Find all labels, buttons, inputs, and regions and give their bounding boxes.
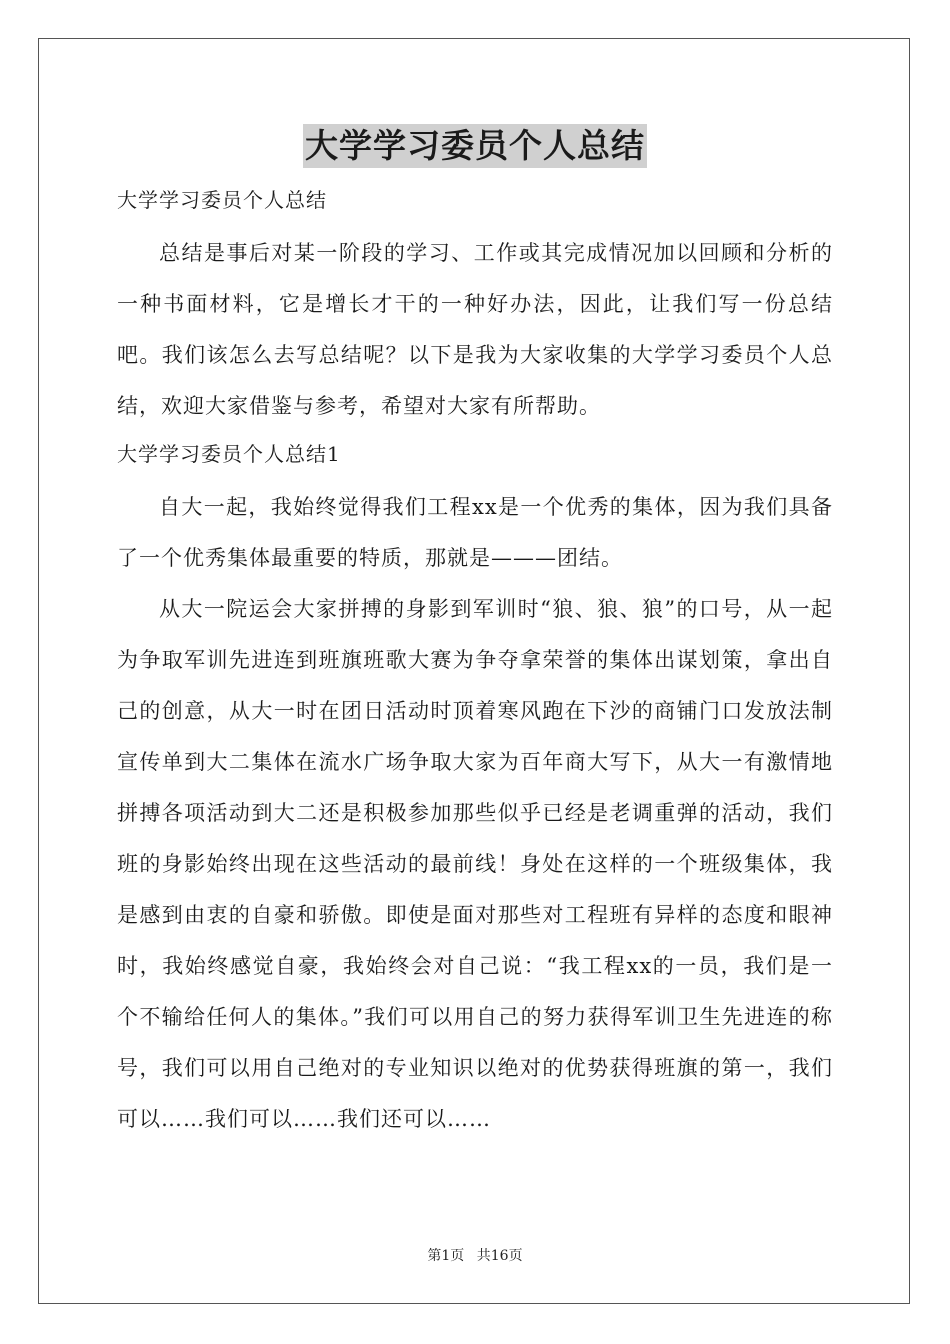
page-total: 共16页: [476, 1248, 523, 1264]
body-paragraph: 自大一起，我始终觉得我们工程xx是一个优秀的集体，因为我们具备了一个优秀集体最重要的特质，那就是———团结。: [117, 495, 833, 570]
document-body: [117, 178, 833, 1145]
document-title: 大学学习委员个人总结: [303, 124, 647, 168]
page-footer: [0, 1245, 950, 1265]
title-container: [0, 124, 950, 168]
intro-paragraph: 总结是事后对某一阶段的学习、工作或其完成情况加以回顾和分析的一种书面材料，它是增长才干的一种好办法，因此，让我们写一份总结吧。我们该怎么去写总结呢？以下是我为大家收集的大学学习委员个人总结，欢迎大家借鉴与参考，希望对大家有所帮助。: [117, 241, 833, 418]
page-number: 第1页: [427, 1248, 465, 1264]
document-subtitle: 大学学习委员个人总结: [117, 188, 327, 212]
section-heading: 大学学习委员个人总结1: [117, 442, 341, 466]
body-paragraph: 从大一院运会大家拼搏的身影到军训时“狼、狼、狼”的口号，从一起为争取军训先进连到班旗班歌大赛为争夺拿荣誉的集体出谋划策，拿出自己的创意，从大一时在团日活动时顶着寒风跑在下沙的商铺门口发放法制宣传单到大二集体在流水广场争取大家为百年商大写下，从大一有激情地拼搏各项活动到大二还是积极参加那些似乎已经是老调重弹的活动，我们班的身影始终出现在这些活动的最前线！身处在这样的一个班级集体，我是感到由衷的自豪和骄傲。即使是面对那些对工程班有异样的态度和眼神时，我始终感觉自豪，我始终会对自己说：“我工程xx的一员，我们是一个不输给任何人的集体。”我们可以用自己的努力获得军训卫生先进连的称号，我们可以用自己绝对的专业知识以绝对的优势获得班旗的第一，我们可以……我们可以……我们还可以……: [117, 597, 833, 1131]
